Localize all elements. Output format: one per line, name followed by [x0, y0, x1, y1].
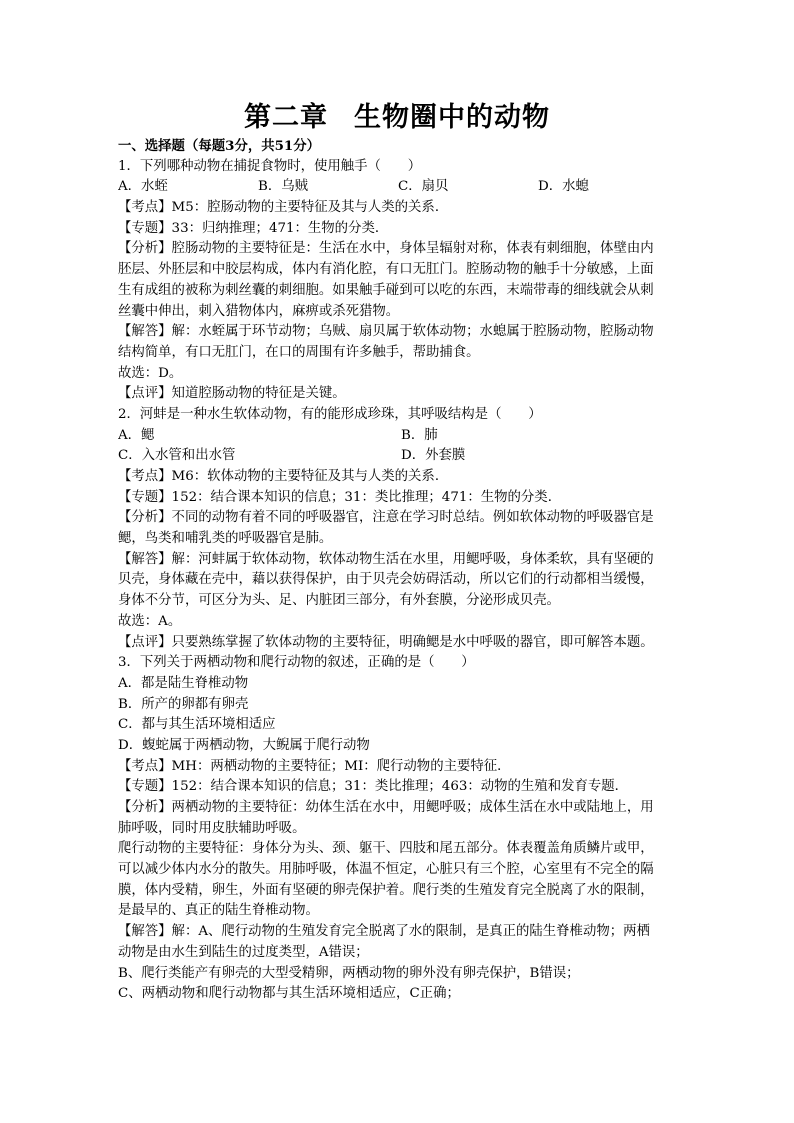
option-b: B．所产的卵都有卵壳: [118, 696, 249, 712]
analysis-line: 【考点】MH：两栖动物的主要特征；MI：爬行动物的主要特征．: [118, 758, 511, 774]
analysis-line: 丝囊中伸出，刺入猎物体内，麻痹或杀死猎物。: [118, 303, 400, 319]
analysis-line: 身体不分节，可区分为头、足、内脏团三部分，有外套膜，分泌形成贝壳。: [118, 593, 560, 609]
option-b: B．乌贼: [258, 179, 309, 195]
option-a: A．水蛭: [118, 179, 168, 195]
option-a: A．鳃: [118, 427, 155, 443]
analysis-line: 【专题】152：结合课本知识的信息；31：类比推理；471：生物的分类．: [118, 489, 562, 505]
analysis-line: 【考点】M5：腔肠动物的主要特征及其与人类的关系．: [118, 200, 449, 216]
question-2: [118, 405, 684, 653]
answer-options: [118, 446, 684, 467]
analysis-line: 【点评】只要熟练掌握了软体动物的主要特征，明确鳃是水中呼吸的器官，即可解答本题。: [118, 634, 654, 650]
analysis-line: 爬行动物的主要特征：身体分为头、颈、躯干、四肢和尾五部分。体表覆盖角质鳞片或甲，: [118, 841, 654, 857]
document-body: [118, 136, 684, 1005]
analysis-line: 【解答】解：河蚌属于软体动物，软体动物生活在水里，用鳃呼吸，身体柔软，具有坚硬的: [118, 551, 654, 567]
analysis-line: 膜，体内受精，卵生，外面有坚硬的卵壳保护着。爬行类的生殖发育完全脱离了水的限制，: [118, 882, 654, 898]
option-c: C．都与其生活环境相适应: [118, 717, 276, 733]
analysis-line: 可以减少体内水分的散失。用肺呼吸，体温不恒定，心脏只有三个腔，心室里有不完全的隔: [118, 862, 654, 878]
analysis-line: 【分析】腔肠动物的主要特征是：生活在水中，身体呈辐射对称，体表有刺细胞，体壁由内: [118, 241, 654, 257]
analysis-line: 动物是由水生到陆生的过度类型，A错误；: [118, 944, 369, 960]
analysis-line: 【专题】33：归纳推理；471：生物的分类．: [118, 220, 389, 236]
analysis-line: B、爬行类能产有卵壳的大型受精卵，两栖动物的卵外没有卵壳保护，B错误；: [118, 965, 580, 981]
analysis-line: 【专题】152：结合课本知识的信息；31：类比推理；463：动物的生殖和发育专题．: [118, 779, 629, 795]
analysis-line: 【分析】两栖动物的主要特征：幼体生活在水中，用鳃呼吸；成体生活在水中或陆地上，用: [118, 800, 654, 815]
analysis-line: 胚层、外胚层和中胶层构成，体内有消化腔，有口无肛门。腔肠动物的触手十分敏感，上面: [118, 262, 654, 278]
chapter-number: 第二章: [244, 102, 328, 133]
option-a: A．都是陆生脊椎动物: [118, 675, 249, 691]
analysis-line: 【分析】不同的动物有着不同的呼吸器官，注意在学习时总结。例如软体动物的呼吸器官是: [118, 510, 654, 526]
analysis-line: 【考点】M6：软体动物的主要特征及其与人类的关系．: [118, 469, 449, 484]
analysis-line: 故选：D。: [118, 365, 183, 381]
option-d: D．外套膜: [401, 448, 466, 464]
option-d: D．蝮蛇属于两栖动物，大鲵属于爬行动物: [118, 737, 370, 753]
option-d: D．水螅: [538, 179, 589, 195]
question-3: [118, 653, 684, 1005]
option-b: B．肺: [401, 427, 438, 443]
question-stem: 2．河蚌是一种水生软体动物，有的能形成珍珠，其呼吸结构是（ ）: [118, 406, 542, 422]
question-stem: 3．下列关于两栖动物和爬行动物的叙述，正确的是（ ）: [118, 655, 475, 671]
analysis-line: 鳃，鸟类和哺乳类的呼吸器官是肺。: [118, 531, 333, 547]
analysis-line: 故选：A。: [118, 613, 182, 629]
chapter-name: 生物圈中的动物: [354, 102, 550, 133]
analysis-line: C、两栖动物和爬行动物都与其生活环境相适应，C正确；: [118, 986, 460, 1002]
answer-options: [118, 177, 684, 198]
analysis-line: 结构简单，有口无肛门，在口的周围有许多触手，帮助捕食。: [118, 344, 480, 360]
analysis-line: 贝壳，身体藏在壳中，藉以获得保护，由于贝壳会妨碍活动，所以它们的行动都相当缓慢，: [118, 572, 654, 588]
chapter-title: [0, 100, 794, 136]
analysis-line: 【点评】知道腔肠动物的特征是关键。: [118, 386, 346, 402]
option-c: C．扇贝: [398, 179, 449, 195]
answer-options: [118, 426, 684, 447]
analysis-line: 【解答】解：水蛭属于环节动物；乌贼、扇贝属于软体动物；水螅属于腔肠动物，腔肠动物: [118, 324, 654, 340]
analysis-line: 生有成组的被称为刺丝囊的刺细胞。如果触手碰到可以吃的东西，末端带毒的细线就会从刺: [118, 282, 654, 298]
analysis-line: 肺呼吸，同时用皮肤辅助呼吸。: [118, 820, 306, 836]
question-1: [118, 157, 684, 405]
section-header: 一、选择题（每题3分，共51分）: [118, 138, 321, 154]
analysis-line: 是最早的、真正的陆生脊椎动物。: [118, 903, 319, 919]
option-c: C．入水管和出水管: [118, 448, 236, 464]
analysis-line: 【解答】解：A、爬行动物的生殖发育完全脱离了水的限制，是真正的陆生脊椎动物；两栖: [118, 924, 650, 940]
question-stem: 1．下列哪种动物在捕捉食物时，使用触手（ ）: [118, 158, 422, 174]
